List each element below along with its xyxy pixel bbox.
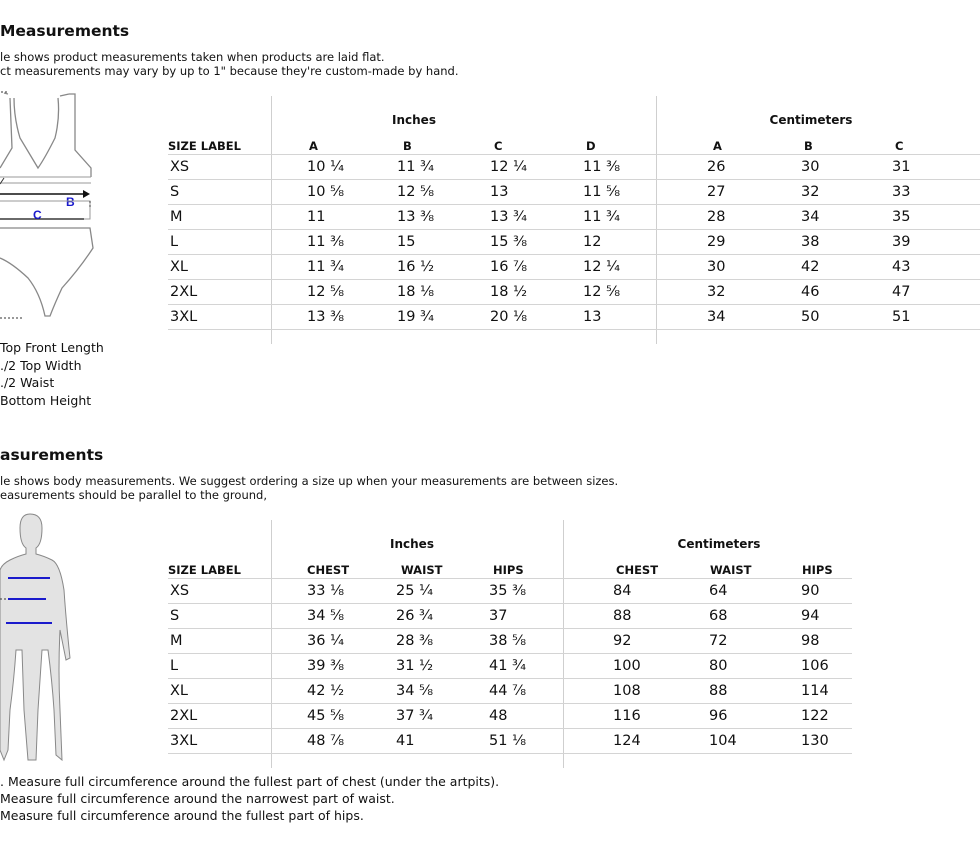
size-cell: 2XL xyxy=(170,708,198,724)
note-hips: Measure full circumference around the fullest part of hips. xyxy=(0,807,364,823)
group-header-centimeters: Centimeters xyxy=(677,537,761,551)
value-cell: 36 ¼ xyxy=(307,633,345,649)
product-description xyxy=(0,50,459,78)
value-cell: 37 ¾ xyxy=(396,708,434,724)
top-outline xyxy=(0,93,91,177)
value-cell: 43 xyxy=(892,259,911,275)
size-cell: S xyxy=(170,184,180,200)
value-cell: 33 xyxy=(892,184,911,200)
value-cell: 98 xyxy=(801,633,820,649)
size-cell: M xyxy=(170,209,183,225)
value-cell: 116 xyxy=(613,708,641,724)
value-cell: 35 xyxy=(892,209,911,225)
col-header-cm-chest: CHEST xyxy=(616,563,659,577)
col-header-b: B xyxy=(403,139,412,153)
table-row xyxy=(168,155,980,180)
value-cell: 12 xyxy=(583,234,602,250)
value-cell: 12 ¼ xyxy=(490,159,528,175)
value-cell: 13 ¾ xyxy=(490,209,528,225)
value-cell: 39 ⅜ xyxy=(307,658,345,674)
table-row xyxy=(168,205,980,230)
value-cell: 13 xyxy=(583,309,602,325)
group-header-centimeters: Centimeters xyxy=(769,113,853,127)
legend-item: Top Front Length xyxy=(0,340,104,355)
body-description xyxy=(0,474,618,502)
table-row xyxy=(168,180,980,205)
value-cell: 68 xyxy=(709,608,728,624)
table-row xyxy=(168,305,980,330)
col-header-chest: CHEST xyxy=(307,563,350,577)
value-cell: 41 ¾ xyxy=(489,658,527,674)
value-cell: 30 xyxy=(801,159,820,175)
value-cell: 10 ⅝ xyxy=(307,184,345,200)
col-header-size-label: SIZE LABEL xyxy=(168,563,241,577)
table-row xyxy=(168,704,852,729)
value-cell: 13 ⅜ xyxy=(397,209,435,225)
size-cell: XL xyxy=(170,259,189,275)
value-cell: 88 xyxy=(613,608,632,624)
value-cell: 41 xyxy=(396,733,415,749)
value-cell: 26 xyxy=(707,159,726,175)
b-arrow-head xyxy=(83,190,90,198)
value-cell: 100 xyxy=(613,658,641,674)
value-cell: 124 xyxy=(613,733,641,749)
value-cell: 11 ¾ xyxy=(307,259,345,275)
bottom-outline xyxy=(0,228,93,316)
value-cell: 108 xyxy=(613,683,641,699)
value-cell: 11 xyxy=(307,209,326,225)
value-cell: 38 ⅝ xyxy=(489,633,527,649)
value-cell: 16 ⅞ xyxy=(490,259,528,275)
value-cell: 11 ⅝ xyxy=(583,184,621,200)
col-header-d: D xyxy=(586,139,596,153)
value-cell: 50 xyxy=(801,309,820,325)
col-header-hips: HIPS xyxy=(493,563,524,577)
col-header-size-label: SIZE LABEL xyxy=(168,139,241,153)
swimsuit-diagram xyxy=(0,88,100,323)
size-cell: 2XL xyxy=(170,284,198,300)
value-cell: 33 ⅛ xyxy=(307,583,345,599)
value-cell: 122 xyxy=(801,708,829,724)
col-header-waist: WAIST xyxy=(401,563,443,577)
value-cell: 27 xyxy=(707,184,726,200)
value-cell: 11 ¾ xyxy=(397,159,435,175)
table-row xyxy=(168,679,852,704)
value-cell: 15 xyxy=(397,234,416,250)
group-header-inches: Inches xyxy=(390,537,434,551)
size-cell: XS xyxy=(170,159,190,175)
value-cell: 28 ⅜ xyxy=(396,633,434,649)
value-cell: 31 ½ xyxy=(396,658,434,674)
value-cell: 32 xyxy=(801,184,820,200)
value-cell: 11 ⅜ xyxy=(583,159,621,175)
value-cell: 34 xyxy=(801,209,820,225)
value-cell: 16 ½ xyxy=(397,259,435,275)
value-cell: 31 xyxy=(892,159,911,175)
value-cell: 38 xyxy=(801,234,820,250)
value-cell: 10 ¼ xyxy=(307,159,345,175)
product-measurements-title: Measurements xyxy=(0,22,130,40)
value-cell: 94 xyxy=(801,608,820,624)
product-legend xyxy=(0,339,104,410)
value-cell: 104 xyxy=(709,733,737,749)
table-row xyxy=(168,280,980,305)
value-cell: 13 xyxy=(490,184,509,200)
value-cell: 30 xyxy=(707,259,726,275)
value-cell: 13 ⅜ xyxy=(307,309,345,325)
group-header-inches: Inches xyxy=(392,113,436,127)
value-cell: 51 ⅛ xyxy=(489,733,527,749)
value-cell: 20 ⅛ xyxy=(490,309,528,325)
note-waist: Measure full circumference around the narrowest part of waist. xyxy=(0,790,395,806)
body-description-line: easurements should be parallel to the ground, xyxy=(0,488,267,502)
measurement-notes xyxy=(0,774,499,824)
value-cell: 96 xyxy=(709,708,728,724)
value-cell: 19 ¾ xyxy=(397,309,435,325)
size-cell: L xyxy=(170,234,179,250)
value-cell: 18 ⅛ xyxy=(397,284,435,300)
value-cell: 48 xyxy=(489,708,508,724)
value-cell: 84 xyxy=(613,583,632,599)
size-cell: M xyxy=(170,633,183,649)
value-cell: 80 xyxy=(709,658,728,674)
value-cell: 51 xyxy=(892,309,911,325)
top-strap xyxy=(60,94,69,96)
value-cell: 64 xyxy=(709,583,728,599)
size-cell: S xyxy=(170,608,180,624)
value-cell: 42 ½ xyxy=(307,683,345,699)
value-cell: 88 xyxy=(709,683,728,699)
value-cell: 35 ⅜ xyxy=(489,583,527,599)
col-header-cm-a: A xyxy=(713,139,722,153)
col-header-a: A xyxy=(309,139,318,153)
value-cell: 29 xyxy=(707,234,726,250)
table-row xyxy=(168,579,852,604)
value-cell: 48 ⅞ xyxy=(307,733,345,749)
size-cell: 3XL xyxy=(170,309,198,325)
value-cell: 44 ⅞ xyxy=(489,683,527,699)
body-description-line: le shows body measurements. We suggest ordering a size up when your measurements are between sizes. xyxy=(0,474,619,488)
value-cell: 34 ⅝ xyxy=(307,608,345,624)
col-header-cm-c: C xyxy=(895,139,904,153)
value-cell: 15 ⅜ xyxy=(490,234,528,250)
value-cell: 11 ⅜ xyxy=(307,234,345,250)
size-cell: XL xyxy=(170,683,189,699)
value-cell: 130 xyxy=(801,733,829,749)
body-measurements-title: asurements xyxy=(0,446,104,464)
col-header-c: C xyxy=(494,139,503,153)
value-cell: 12 ⅝ xyxy=(397,184,435,200)
table-row xyxy=(168,230,980,255)
table-row xyxy=(168,629,852,654)
table-row xyxy=(168,729,852,754)
value-cell: 26 ¾ xyxy=(396,608,434,624)
body-silhouette xyxy=(0,514,70,760)
value-cell: 106 xyxy=(801,658,829,674)
value-cell: 12 ⅝ xyxy=(307,284,345,300)
value-cell: 47 xyxy=(892,284,911,300)
value-cell: 114 xyxy=(801,683,829,699)
c-label: C xyxy=(33,208,42,222)
table-row xyxy=(168,604,852,629)
legend-item: Bottom Height xyxy=(0,393,92,409)
note-chest: . Measure full circumference around the fullest part of chest (under the artpits). xyxy=(0,774,500,789)
value-cell: 25 ¼ xyxy=(396,583,434,599)
value-cell: 28 xyxy=(707,209,726,225)
value-cell: 34 ⅝ xyxy=(396,683,434,699)
body-figure-diagram xyxy=(0,510,75,765)
b-label: B xyxy=(66,195,75,209)
value-cell: 92 xyxy=(613,633,632,649)
value-cell: 42 xyxy=(801,259,820,275)
col-header-cm-waist: WAIST xyxy=(710,563,752,577)
product-description-line: le shows product measurements taken when products are laid flat. xyxy=(0,50,385,64)
legend-item: ./2 Waist xyxy=(0,375,55,391)
table-row xyxy=(168,255,980,280)
value-cell: 32 xyxy=(707,284,726,300)
value-cell: 12 ¼ xyxy=(583,259,621,275)
value-cell: 37 xyxy=(489,608,508,624)
product-size-table xyxy=(168,96,980,344)
table-row xyxy=(168,654,852,679)
col-header-cm-hips: HIPS xyxy=(802,563,833,577)
legend-item: ./2 Top Width xyxy=(0,357,82,373)
size-cell: XS xyxy=(170,583,190,599)
value-cell: 39 xyxy=(892,234,911,250)
value-cell: 34 xyxy=(707,309,726,325)
size-cell: 3XL xyxy=(170,733,198,749)
body-size-table xyxy=(168,520,852,768)
bottom-waistband xyxy=(0,201,90,219)
product-description-line: ct measurements may vary by up to 1" because they're custom-made by hand. xyxy=(0,64,459,78)
value-cell: 45 ⅝ xyxy=(307,708,345,724)
value-cell: 72 xyxy=(709,633,728,649)
size-cell: L xyxy=(170,658,179,674)
value-cell: 18 ½ xyxy=(490,284,528,300)
col-header-cm-b: B xyxy=(804,139,813,153)
value-cell: 90 xyxy=(801,583,820,599)
value-cell: 46 xyxy=(801,284,820,300)
value-cell: 11 ¾ xyxy=(583,209,621,225)
value-cell: 12 ⅝ xyxy=(583,284,621,300)
